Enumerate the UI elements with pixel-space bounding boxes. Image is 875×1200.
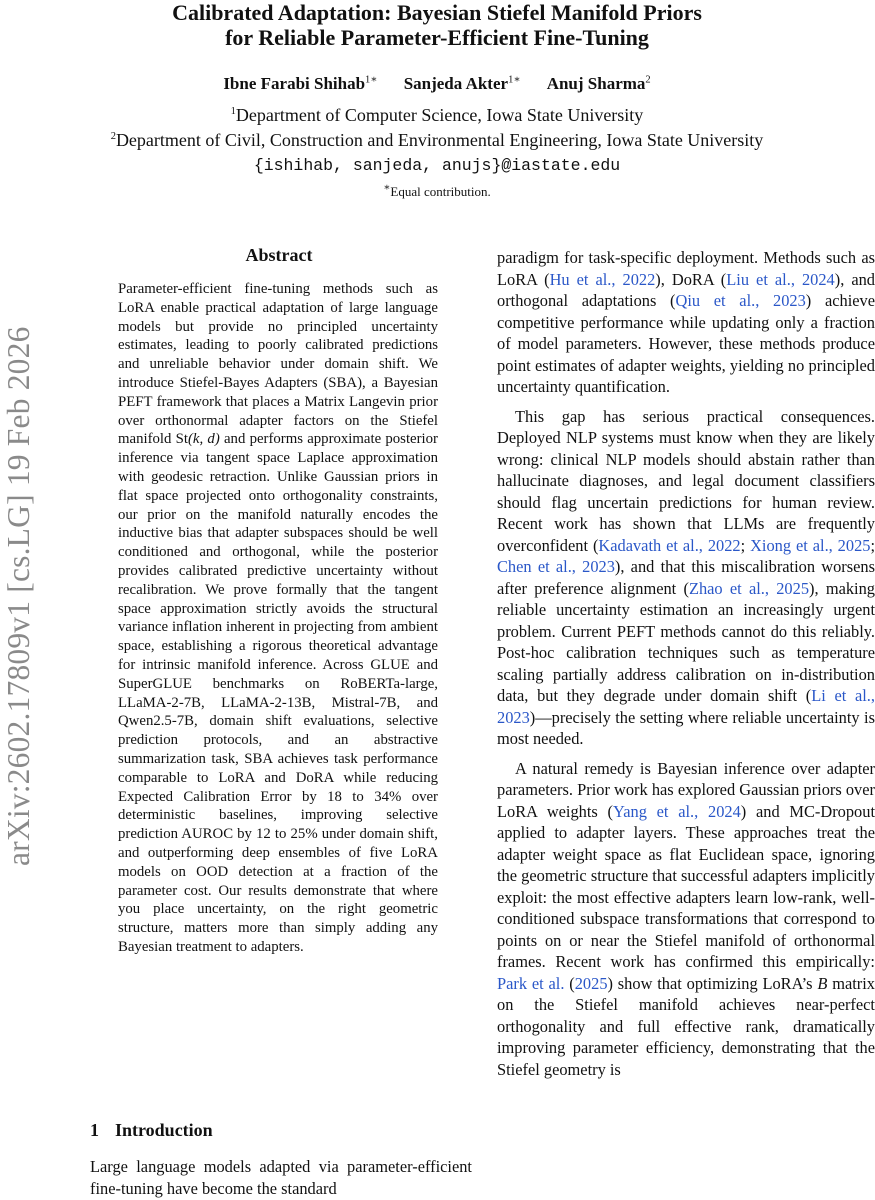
section-title: Introduction	[115, 1120, 213, 1140]
affiliation-2	[0, 129, 874, 151]
text-run: ) achieve competitive performance while updating only a fraction of model parameters. However, these methods produce point estimates of adapter weights, yielding no principled uncertainty quantification.	[497, 291, 875, 396]
affiliation-mark: 1	[230, 106, 236, 117]
citation-link[interactable]: Chen et al., 2023	[497, 557, 615, 576]
author-name: Ibne Farabi Shihab	[223, 74, 366, 93]
author-mark: 2	[645, 74, 651, 86]
author-3	[547, 74, 651, 93]
citation-link[interactable]: Kadavath et al., 2022	[598, 535, 741, 555]
math-stiefel-args: (k, d)	[188, 431, 220, 448]
text-run: ), and orthogonal adaptations (	[497, 269, 875, 310]
author-emails: {ishihab, sanjeda, anujs}@iastate.edu	[253, 156, 621, 175]
text-run: )—precisely the setting where reliable uncertainty is most needed.	[497, 707, 875, 748]
section-heading-introduction	[90, 1118, 213, 1142]
text-run: ), making reliable uncertainty estimation an increasingly urgent problem. Current PEFT methods cannot do this reliably. Post-hoc calibration techniques such as temperature scaling partially address calibration on in-distribution data, but they degrade under domain shift (	[497, 578, 875, 705]
abstract-text: Parameter-efficient fine-tuning methods such as LoRA enable practical adaptation of large language models but provide no principled uncertainty estimates, leading to poorly calibrated predictions and unreliable behavior under domain shift. We introduce Stiefel-Bayes Adapters (SBA), a Bayesian PEFT framework that places a Matrix Langevin prior over orthonormal adapter factors on the Stiefel manifold	[118, 281, 438, 448]
citation-link[interactable]: Zhao et al., 2025	[688, 578, 810, 598]
right-column-body	[497, 247, 875, 1088]
paragraph	[497, 758, 875, 1081]
affiliation-text: Department of Civil, Construction and Environmental Engineering, Iowa State University	[115, 130, 764, 150]
author-mark: 1∗	[508, 74, 521, 86]
citation-link[interactable]: Hu et al., 2022	[549, 269, 656, 289]
section-number: 1	[90, 1120, 99, 1140]
citation-link[interactable]: Qiu et al., 2023	[675, 291, 806, 310]
footnote-text: Equal contribution.	[390, 184, 491, 199]
citation-link[interactable]: Liu et al., 2024	[726, 269, 835, 289]
introduction-paragraph-start: Large language models adapted via parameter-efficient fine-tuning have become the standard	[90, 1157, 472, 1198]
paragraph	[497, 247, 875, 398]
affiliation-text: Department of Computer Science, Iowa State University	[235, 105, 644, 125]
abstract-text: and performs approximate posterior inference via tangent space Laplace approximation with geodesic retraction. Unlike Gaussian priors in flat space projected onto orthogonality constraints, our prior on the manifold naturally encodes the inductive bias that adapter subspaces should be well conditioned and orthogonal, while the posterior provides calibrated predictive uncertainty without recalibration. We prove formally that the tangent space approximation strictly avoids the structural variance inflation inherent in projecting from ambient space, establishing a rigorous theoretical advantage for intrinsic manifold inference. Across GLUE and SuperGLUE benchmarks on RoBERTa-large, LLaMA-2-7B, LLaMA-2-13B, Mistral-7B, and Qwen2.5-7B, domain shift evaluations, selective prediction protocols, and an abstractive summarization task, SBA achieves task performance comparable to LoRA and DoRA while reducing Expected Calibration Error by 18 to 34% over deterministic baselines, improving selective prediction AUROC by 12 to 25% under domain shift, and outperforming deep ensembles of five LoRA models on OOD detection at a fraction of the parameter cost. Our results demonstrate that where you place uncertainty, on the right geometric structure, matters more than simply adding any Bayesian treatment to adapters.	[118, 431, 438, 955]
author-1	[223, 74, 377, 93]
affiliation-1	[0, 104, 874, 126]
text-run: ;	[870, 535, 875, 555]
text-run: ) show that optimizing LoRA’s	[607, 973, 818, 993]
paper-title-line-2: for Reliable Parameter-Efficient Fine-Tuning	[225, 25, 649, 50]
citation-link[interactable]: 2025	[574, 973, 608, 993]
citation-link[interactable]: Xiong et al., 2025	[750, 535, 871, 555]
citation-link[interactable]: Li et al., 2023	[497, 686, 875, 727]
text-run: ;	[740, 535, 751, 555]
text-run: A natural remedy is Bayesian inference over adapter parameters. Prior work has explored Gaussian priors over LoRA weights (	[497, 758, 875, 821]
text-run: paradigm for task-specific deployment. Methods such as LoRA (	[497, 248, 875, 289]
citation-link[interactable]: Park et al.	[497, 973, 565, 993]
text-run: (	[564, 973, 575, 993]
text-run: matrix on the Stiefel manifold achieves near-perfect orthogonality and full effective rank, dramatically improving parameter efficiency, demonstrating that the Stiefel geometry is	[497, 973, 875, 1079]
author-name: Anuj Sharma	[546, 74, 646, 93]
author-mark: 1∗	[365, 74, 378, 86]
paper-title-line-1: Calibrated Adaptation: Bayesian Stiefel Manifold Priors	[172, 0, 702, 25]
text-run: ) and MC-Dropout applied to adapter layers. These approaches treat the adapter weight space as flat Euclidean space, ignoring the geometric structure that successful adapters implicitly exploit: the most effective adapters learn low-rank, well-conditioned subspace transformations that correspond to points on or near the Stiefel manifold of orthonormal frames. Recent work has confirmed this empirically:	[497, 801, 875, 971]
math-stiefel: St	[175, 431, 188, 448]
text-run: ), and that this miscalibration worsens after preference alignment (	[497, 557, 875, 598]
equal-contribution-note	[0, 183, 874, 201]
abstract-heading: Abstract	[245, 245, 313, 265]
text-run: ), DoRA (	[655, 269, 727, 289]
footnote-mark: ∗	[383, 182, 391, 194]
math-matrix-b: B	[817, 973, 828, 993]
author-name: Sanjeda Akter	[403, 74, 509, 93]
text-run: This gap has serious practical consequences. Deployed NLP systems must know when they are likely wrong: clinical NLP models should abstain rather than hallucinate diagnoses, and legal document classifiers should flag uncertain predictions for human review. Recent work has shown that LLMs are frequently overconfident (	[497, 406, 875, 555]
author-2	[404, 74, 521, 93]
abstract-body	[118, 280, 438, 957]
author-list	[0, 73, 874, 95]
paragraph	[497, 406, 875, 750]
affiliation-mark: 2	[110, 131, 116, 142]
citation-link[interactable]: Yang et al., 2024	[613, 801, 741, 821]
arxiv-identifier-stamp: arXiv:2602.17809v1 [cs.LG] 19 Feb 2026	[1, 326, 36, 866]
